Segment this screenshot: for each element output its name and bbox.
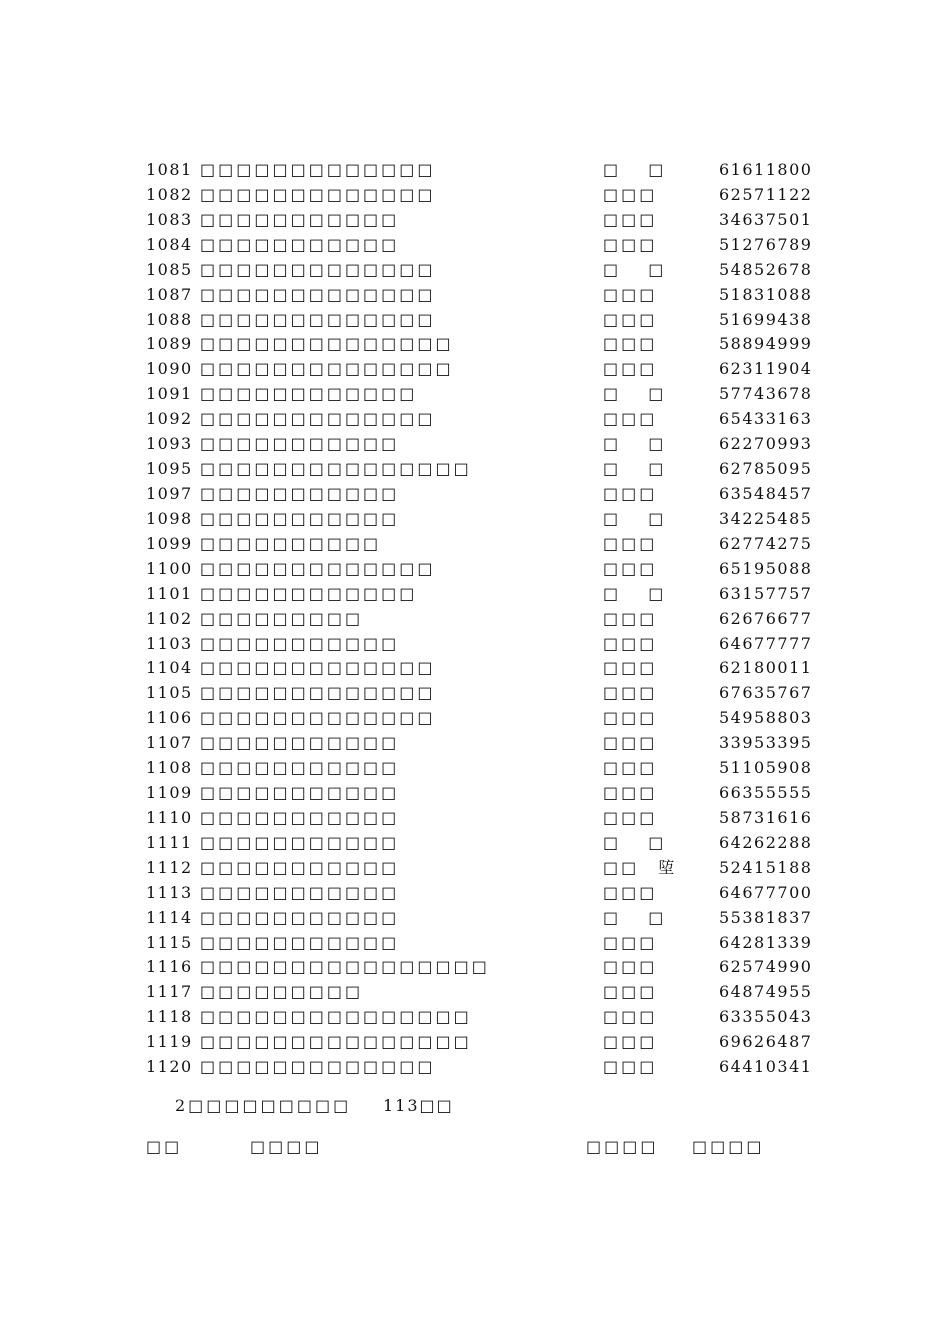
- list-item-phone: 51105908: [719, 758, 813, 778]
- list-item-name: □□□□□□□□□□□: [200, 857, 400, 877]
- list-item: [0, 1029, 950, 1054]
- list-item-contact: □□□: [603, 758, 658, 778]
- list-item: [0, 631, 950, 656]
- list-item-name: □□□□□□□□□□□□□: [200, 309, 436, 329]
- list-item-number: 1089: [146, 334, 193, 354]
- list-item-name: □□□□□□□□□□□: [200, 882, 400, 902]
- list-item-contact: □□□: [603, 683, 658, 703]
- list-item: [0, 930, 950, 955]
- list-item-phone: 61611800: [719, 160, 813, 179]
- list-item-phone: 62270993: [719, 434, 813, 454]
- list-item-name: □□□□□□□□□□□: [200, 209, 400, 229]
- list-item-phone: 66355555: [719, 783, 813, 802]
- list-item-contact: □□□: [603, 334, 658, 354]
- list-item-phone: 34225485: [719, 508, 813, 528]
- list-item-contact: □□□: [603, 409, 658, 429]
- list-item-contact: □ □: [603, 259, 667, 279]
- list-item: [0, 431, 950, 456]
- list-item-contact: □□□: [603, 708, 658, 728]
- list-item-number: 1108: [146, 758, 193, 778]
- list-item-contact: □□□: [603, 932, 658, 952]
- list-item-phone: 51831088: [719, 284, 813, 304]
- list-item-name: □□□□□□□□□□□: [200, 758, 400, 778]
- list-item-phone: 63548457: [719, 484, 813, 503]
- list-item: [0, 456, 950, 481]
- list-item-contact: □□□: [603, 309, 658, 329]
- list-item: [0, 282, 950, 307]
- list-item-contact: □□□: [603, 608, 658, 628]
- list-item-name: □□□□□□□□□□□□□□: [200, 359, 454, 379]
- list-item-number: 1103: [146, 633, 193, 653]
- list-item-name: □□□□□□□□□□□: [200, 832, 400, 852]
- list-item-contact: □□□: [603, 957, 658, 977]
- list-item-contact: □□□: [603, 184, 658, 204]
- list-item-contact: □□□: [603, 284, 658, 304]
- list-item-phone: 62180011: [719, 658, 813, 678]
- list-item-name: □□□□□□□□□□□: [200, 907, 400, 927]
- list-item-name: □□□□□□□□□□□: [200, 484, 400, 503]
- list-item-contact: □□□: [603, 733, 658, 753]
- list-item-number: 1107: [146, 733, 193, 753]
- list-item-phone: 65195088: [719, 558, 813, 578]
- list-item: [0, 1054, 950, 1079]
- list-item-name: □□□□□□□□□□□□□: [200, 658, 436, 678]
- list-item-name: □□□□□□□□□□□□□: [200, 558, 436, 578]
- list-item-name: □□□□□□□□□□□□□: [200, 708, 436, 728]
- list-item-name: □□□□□□□□□□□□: [200, 384, 418, 404]
- list-item-number: 1102: [146, 608, 193, 628]
- list-item-contact: □ □: [603, 907, 667, 927]
- list-item: [0, 182, 950, 207]
- list-item-contact: □□□: [603, 209, 658, 229]
- list-item-contact: □□□: [603, 882, 658, 902]
- list-item-number: 1091: [146, 384, 193, 404]
- list-item-contact: □□□: [603, 807, 658, 827]
- list-item-number: 1105: [146, 683, 193, 703]
- list-item: [0, 680, 950, 705]
- list-item: [0, 880, 950, 905]
- list-item-number: 1087: [146, 284, 193, 304]
- list-item-phone: 58894999: [719, 334, 813, 354]
- list-item-phone: 54852678: [719, 259, 813, 279]
- list-item-phone: 62774275: [719, 533, 813, 553]
- list-item-contact: □□□: [603, 533, 658, 553]
- list-item-contact: □ □: [603, 832, 667, 852]
- list-item: [0, 581, 950, 606]
- list-item-phone: 64677700: [719, 882, 813, 902]
- list-item-number: 1113: [146, 882, 193, 902]
- list-item: [0, 531, 950, 556]
- list-item-number: 1119: [146, 1032, 193, 1052]
- list-item-name: □□□□□□□□□: [200, 982, 364, 1002]
- list-item: [0, 655, 950, 680]
- list-item-phone: 63157757: [719, 583, 813, 603]
- list-item-number: 1093: [146, 434, 193, 454]
- section-title: 2□□□□□□□□□: [175, 1096, 352, 1115]
- list-item-name: □□□□□□□□□□□□□□: [200, 334, 454, 354]
- list-item-name: □□□□□□□□□□□□□: [200, 683, 436, 703]
- list-item-number: 1110: [146, 807, 193, 827]
- list-item-number: 1083: [146, 209, 193, 229]
- list-item: [0, 606, 950, 631]
- list-item: [0, 381, 950, 406]
- list-item: [0, 905, 950, 930]
- list-item-name: □□□□□□□□□□: [200, 533, 382, 553]
- list-item-number: 1088: [146, 309, 193, 329]
- list-item-number: 1109: [146, 783, 193, 802]
- list-item-number: 1114: [146, 907, 193, 927]
- list-item-contact: □□□: [603, 633, 658, 653]
- list-item-contact: □ □: [603, 508, 667, 528]
- list-item-number: 1106: [146, 708, 193, 728]
- list-item-phone: 62574990: [719, 957, 813, 977]
- list-item: [0, 954, 950, 979]
- list-item-number: 1118: [146, 1007, 193, 1027]
- list-item-name: □□□□□□□□□□□□□□□: [200, 1032, 472, 1052]
- list-item-name: □□□□□□□□□□□□□: [200, 259, 436, 279]
- list-item-contact: □□□: [603, 484, 658, 503]
- list-item-number: 1084: [146, 234, 193, 254]
- list-item-phone: 64874955: [719, 982, 813, 1002]
- list-item-phone: 52415188: [719, 857, 813, 877]
- list-item: [0, 307, 950, 332]
- list-item-number: 1095: [146, 459, 193, 478]
- list-item: [0, 730, 950, 755]
- list-item-contact: □□□: [603, 1007, 658, 1027]
- list-item-phone: 64677777: [719, 633, 813, 653]
- list-item-number: 1111: [146, 832, 193, 852]
- list-item: [0, 481, 950, 506]
- list-item-name: □□□□□□□□□□□□□: [200, 1057, 436, 1077]
- list-item-name: □□□□□□□□□□□: [200, 783, 400, 802]
- list-item-phone: 65433163: [719, 409, 813, 429]
- list-item-number: 1117: [146, 982, 193, 1002]
- list-item-number: 1097: [146, 484, 193, 503]
- list-item: [0, 855, 950, 880]
- header-contact: □□□□: [586, 1137, 659, 1156]
- list-item: [0, 705, 950, 730]
- list-item-contact: □□□: [603, 359, 658, 379]
- list-item-phone: 64410341: [719, 1057, 813, 1077]
- list-item-number: 1085: [146, 259, 193, 279]
- list-item-name: □□□□□□□□□□□□□□□: [200, 459, 472, 478]
- list-item-number: 1104: [146, 658, 193, 678]
- list-item-phone: 62676677: [719, 608, 813, 628]
- list-item-name: □□□□□□□□□□□□□: [200, 184, 436, 204]
- list-item: [0, 356, 950, 381]
- list-item-phone: 62785095: [719, 459, 813, 478]
- list-item-number: 1100: [146, 558, 193, 578]
- list-item-phone: 51699438: [719, 309, 813, 329]
- list-item: [0, 1004, 950, 1029]
- list-item-phone: 54958803: [719, 708, 813, 728]
- list-item-phone: 62311904: [719, 359, 813, 379]
- list-item-number: 1081: [146, 160, 193, 179]
- list-item-name: □□□□□□□□□□□: [200, 508, 400, 528]
- list-item-number: 1115: [146, 932, 193, 952]
- list-item-name: □□□□□□□□□□□: [200, 633, 400, 653]
- list-item-name: □□□□□□□□□□□□□□□: [200, 1007, 472, 1027]
- list-item-contact: □□ 埅: [603, 857, 678, 877]
- section-count: 113□□: [383, 1096, 454, 1115]
- list-item-number: 1092: [146, 409, 193, 429]
- list-item: [0, 556, 950, 581]
- list-item-name: □□□□□□□□□□□□□: [200, 284, 436, 304]
- list-item-phone: 58731616: [719, 807, 813, 827]
- list-item: [0, 780, 950, 805]
- list-item: [0, 257, 950, 282]
- list-item-phone: 63355043: [719, 1007, 813, 1027]
- list-item-phone: 34637501: [719, 209, 813, 229]
- list-item: [0, 157, 950, 182]
- list-item-number: 1116: [146, 957, 193, 977]
- list-item-name: □□□□□□□□□□□□□□□□: [200, 957, 490, 977]
- list-item-phone: 55381837: [719, 907, 813, 927]
- list-item-phone: 69626487: [719, 1032, 813, 1052]
- header-phone: □□□□: [692, 1137, 765, 1156]
- list-item-name: □□□□□□□□□□□: [200, 807, 400, 827]
- list-item: [0, 331, 950, 356]
- list-item-contact: □ □: [603, 459, 667, 478]
- list-item-number: 1112: [146, 857, 193, 877]
- list-item-contact: □ □: [603, 434, 667, 454]
- list-item-contact: □ □: [603, 160, 667, 179]
- list-item-phone: 51276789: [719, 234, 813, 254]
- list-item-name: □□□□□□□□□□□□□: [200, 160, 436, 179]
- list-item-phone: 64281339: [719, 932, 813, 952]
- list-item-phone: 64262288: [719, 832, 813, 852]
- list-item-number: 1098: [146, 508, 193, 528]
- list-item-phone: 62571122: [719, 184, 813, 204]
- list-item-phone: 67635767: [719, 683, 813, 703]
- list-item-name: □□□□□□□□□□□: [200, 434, 400, 454]
- list-item-contact: □□□: [603, 658, 658, 678]
- list-item: [0, 979, 950, 1004]
- list-item-number: 1082: [146, 184, 193, 204]
- list-item: [0, 805, 950, 830]
- list-item-name: □□□□□□□□□□□: [200, 733, 400, 753]
- list-item-name: □□□□□□□□□□□□□: [200, 409, 436, 429]
- list-item-phone: 33953395: [719, 733, 813, 753]
- list-item: [0, 755, 950, 780]
- list-item: [0, 830, 950, 855]
- list-item: [0, 207, 950, 232]
- list-item-name: □□□□□□□□□□□: [200, 932, 400, 952]
- header-name: □□□□: [250, 1137, 323, 1156]
- list-item: [0, 232, 950, 257]
- header-num: □□: [146, 1137, 183, 1156]
- list-item-number: 1101: [146, 583, 193, 603]
- list-item: [0, 406, 950, 431]
- list-item-name: □□□□□□□□□□□: [200, 234, 400, 254]
- list-item-contact: □□□: [603, 558, 658, 578]
- list-item-name: □□□□□□□□□□□□: [200, 583, 418, 603]
- list-item-number: 1090: [146, 359, 193, 379]
- list-item-contact: □ □: [603, 384, 667, 404]
- list-item-contact: □□□: [603, 982, 658, 1002]
- list-item-contact: □□□: [603, 234, 658, 254]
- list-item-phone: 57743678: [719, 384, 813, 404]
- list-item-contact: □ □: [603, 583, 667, 603]
- list-item-number: 1120: [146, 1057, 193, 1077]
- list-item-contact: □□□: [603, 1057, 658, 1077]
- list-item: [0, 506, 950, 531]
- list-item-contact: □□□: [603, 783, 658, 802]
- list-item-number: 1099: [146, 533, 193, 553]
- list-item-name: □□□□□□□□□: [200, 608, 364, 628]
- list-item-contact: □□□: [603, 1032, 658, 1052]
